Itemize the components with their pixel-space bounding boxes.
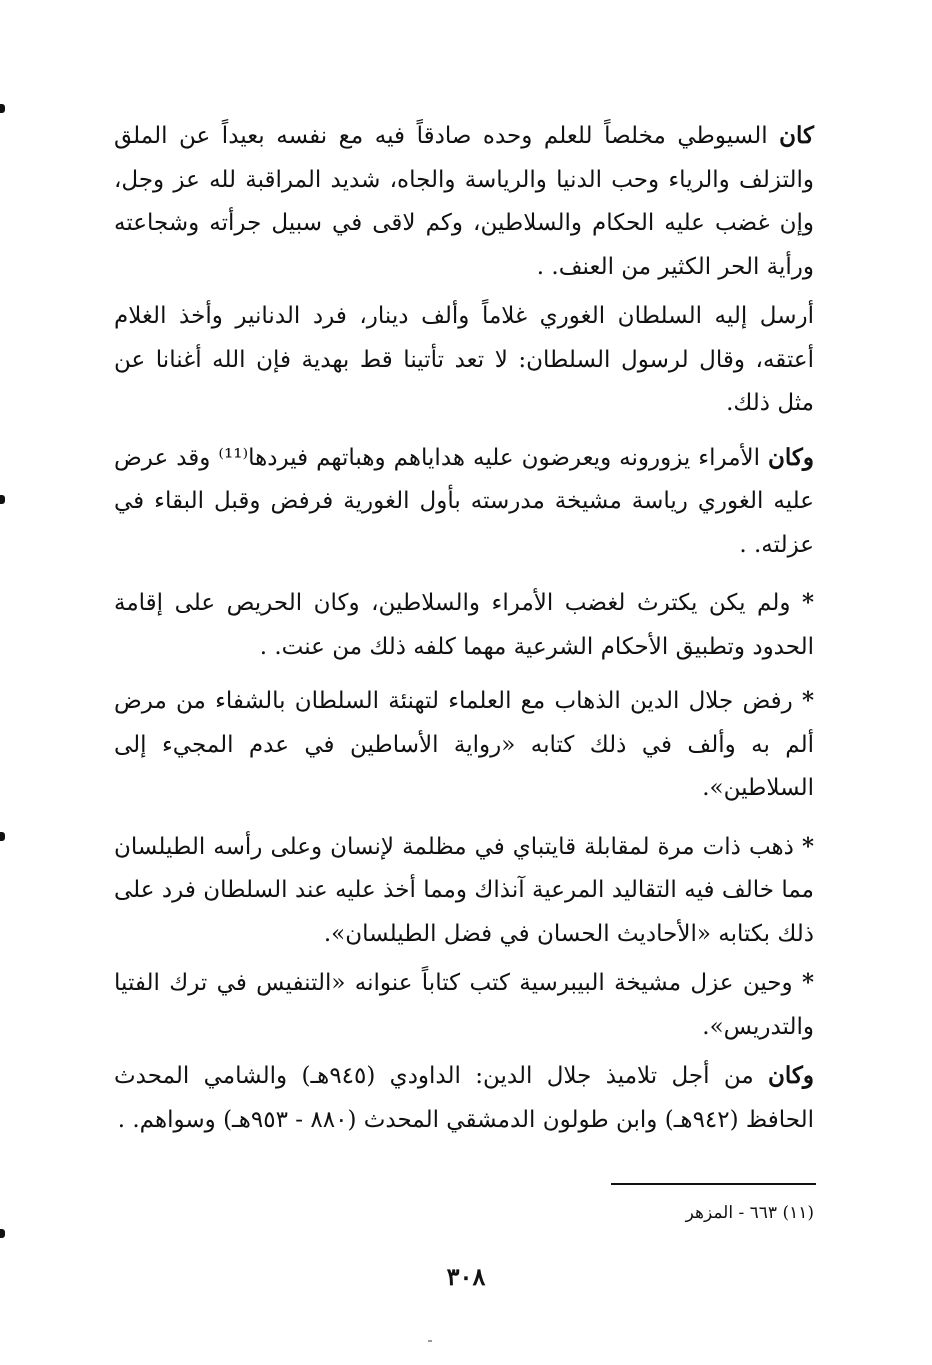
scan-speck (428, 1340, 432, 1342)
page-number: ٣٠٨ (446, 1262, 486, 1291)
scan-mark (0, 1229, 5, 1238)
paragraph-text: السيوطي مخلصاً للعلم وحده صادقاً فيه مع نفسه بعيداً عن الملق والتزلف والرياء وحب الدنيا والرياسة والجاه، شديد المراقبة لله عز وجل، وإن غضب عليه الحكام والسلاطين، وكم لاقى في سبيل جرأته وشجاعته ورأية الحر الكثير من العنف. . (114, 123, 814, 280)
paragraph-text: رفض جلال الدين الذهاب مع العلماء لتهنئة السلطان بالشفاء من مرض ألم به وألف في ذلك كتابه «رواية الأساطين في عدم المجيء إلى السلاطين». (114, 688, 814, 801)
paragraph-3 (114, 436, 814, 568)
paragraph-text: ذهب ذات مرة لمقابلة قايتباي في مظلمة لإنسان وعلى رأسه الطيلسان مما خالف فيه التقاليد المرعية آنذاك ومما أخذ عليه عند السلطان فرد على ذلك بكتابه «الأحاديث الحسان في فضل الطيلسان». (114, 833, 814, 947)
paragraph-6 (114, 825, 814, 957)
paragraph-lead: * (801, 687, 814, 714)
paragraph-text: وحين عزل مشيخة البيبرسية كتب كتاباً عنوانه «التنفيس في ترك الفتيا والتدريس». (114, 970, 814, 1040)
paragraph-lead: وكان (768, 1062, 814, 1089)
scan-mark (0, 495, 5, 504)
paragraph-lead: * (801, 832, 814, 860)
paragraph-4 (114, 581, 814, 669)
paragraph-lead: * (801, 969, 814, 996)
paragraph-7 (114, 961, 814, 1049)
paragraph-text: ولم يكن يكترث لغضب الأمراء والسلاطين، وكان الحريص على إقامة الحدود وتطبيق الأحكام الشرعية مهما كلفه ذلك من عنت. . (114, 590, 814, 660)
footnote: (١١) ٦٦٣ - المزهر (685, 1203, 814, 1223)
paragraph-lead: وكان (768, 443, 814, 471)
paragraph-lead: * (801, 589, 814, 616)
paragraph-text: الأمراء يزورونه ويعرضون عليه هداياهم وهباتهم فيردها⁽¹¹⁾ وقد عرض عليه الغوري رياسة مشيخة مدرسته بأول الغورية فرفض وقبل البقاء في عزلته. . (114, 444, 814, 558)
scan-mark (0, 832, 5, 841)
paragraph-lead: كان (779, 122, 814, 149)
paragraph-text: أرسل إليه السلطان الغوري غلاماً وألف دينار، فرد الدنانير وأخذ الغلام أعتقه، وقال لرسول السلطان: لا تعد تأتينا قط بهدية فإن الله أغنانا عن مثل ذلك. (114, 303, 814, 416)
paragraph-2 (114, 294, 814, 426)
paragraph-5 (114, 679, 814, 811)
paragraph-text: من أجل تلاميذ جلال الدين: الداودي (٩٤٥هـ) والشامي المحدث الحافظ (٩٤٢هـ) وابن طولون الدمشقي المحدث (٨٨٠ - ٩٥٣هـ) وسواهم. . (114, 1063, 814, 1133)
scan-mark (0, 104, 5, 113)
paragraph-8 (114, 1054, 814, 1142)
footnote-divider (611, 1183, 816, 1185)
body-text (114, 114, 814, 1142)
paragraph-1 (114, 114, 814, 289)
